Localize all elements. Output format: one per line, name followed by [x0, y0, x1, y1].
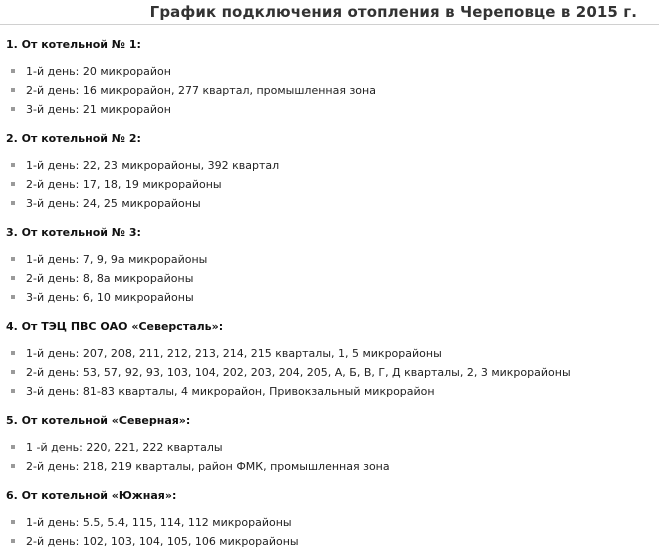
section-heading: 4. От ТЭЦ ПВС ОАО «Северсталь»:	[6, 320, 224, 333]
section-heading: 5. От котельной «Северная»:	[6, 414, 191, 427]
item-text: 3-й день: 81-83 кварталы, 4 микрорайон, Привокзальный микрорайон	[26, 385, 435, 398]
list-item	[6, 100, 656, 119]
section-boiler-1	[6, 38, 656, 119]
list-item	[6, 194, 656, 213]
section-spacer	[6, 307, 656, 320]
section-boiler-2	[6, 132, 656, 213]
bullet-icon	[11, 520, 15, 524]
section-spacer	[6, 213, 656, 226]
list-item	[6, 344, 656, 363]
bullet-icon	[11, 276, 15, 280]
section-spacer	[6, 476, 656, 489]
bullet-icon	[11, 464, 15, 468]
bullet-icon	[11, 163, 15, 167]
bullet-icon	[11, 201, 15, 205]
day-list	[6, 344, 656, 401]
title-divider	[0, 24, 659, 25]
section-heading: 6. От котельной «Южная»:	[6, 489, 177, 502]
list-item	[6, 363, 656, 382]
section-boiler-3	[6, 226, 656, 307]
item-text: 2-й день: 8, 8а микрорайоны	[26, 272, 194, 285]
bullet-icon	[11, 295, 15, 299]
day-list	[6, 156, 656, 213]
day-list	[6, 62, 656, 119]
day-list	[6, 513, 656, 551]
item-text: 1-й день: 5.5, 5.4, 115, 114, 112 микрорайоны	[26, 516, 292, 529]
bullet-icon	[11, 182, 15, 186]
bullet-icon	[11, 351, 15, 355]
bullet-icon	[11, 88, 15, 92]
bullet-icon	[11, 445, 15, 449]
item-text: 2-й день: 53, 57, 92, 93, 103, 104, 202, 203, 204, 205, А, Б, В, Г, Д кварталы, 2, 3 микрорайоны	[26, 366, 571, 379]
section-boiler-yuzhnaya	[6, 489, 656, 551]
list-item	[6, 175, 656, 194]
section-heading: 2. От котельной № 2:	[6, 132, 141, 145]
page-title: График подключения отопления в Череповце в 2015 г.	[149, 3, 637, 21]
item-text: 2-й день: 17, 18, 19 микрорайоны	[26, 178, 222, 191]
list-item	[6, 81, 656, 100]
bullet-icon	[11, 107, 15, 111]
list-item	[6, 288, 656, 307]
section-heading: 1. От котельной № 1:	[6, 38, 141, 51]
item-text: 1 -й день: 220, 221, 222 кварталы	[26, 441, 223, 454]
list-item	[6, 382, 656, 401]
section-spacer	[6, 119, 656, 132]
item-text: 3-й день: 21 микрорайон	[26, 103, 171, 116]
bullet-icon	[11, 370, 15, 374]
item-text: 2-й день: 16 микрорайон, 277 квартал, промышленная зона	[26, 84, 376, 97]
bullet-icon	[11, 539, 15, 543]
section-tec-severstal	[6, 320, 656, 401]
item-text: 1-й день: 7, 9, 9а микрорайоны	[26, 253, 208, 266]
bullet-icon	[11, 257, 15, 261]
list-item	[6, 62, 656, 81]
section-spacer	[6, 401, 656, 414]
day-list	[6, 438, 656, 476]
day-list	[6, 250, 656, 307]
bullet-icon	[11, 389, 15, 393]
list-item	[6, 438, 656, 457]
item-text: 1-й день: 207, 208, 211, 212, 213, 214, 215 кварталы, 1, 5 микрорайоны	[26, 347, 442, 360]
list-item	[6, 457, 656, 476]
item-text: 1-й день: 20 микрорайон	[26, 65, 171, 78]
item-text: 3-й день: 6, 10 микрорайоны	[26, 291, 194, 304]
list-item	[6, 532, 656, 551]
section-boiler-severnaya	[6, 414, 656, 476]
item-text: 2-й день: 102, 103, 104, 105, 106 микрорайоны	[26, 535, 299, 548]
item-text: 2-й день: 218, 219 кварталы, район ФМК, промышленная зона	[26, 460, 390, 473]
bullet-icon	[11, 69, 15, 73]
list-item	[6, 156, 656, 175]
section-heading: 3. От котельной № 3:	[6, 226, 141, 239]
list-item	[6, 250, 656, 269]
list-item	[6, 513, 656, 532]
schedule-content	[6, 38, 656, 551]
item-text: 3-й день: 24, 25 микрорайоны	[26, 197, 201, 210]
item-text: 1-й день: 22, 23 микрорайоны, 392 квартал	[26, 159, 280, 172]
list-item	[6, 269, 656, 288]
